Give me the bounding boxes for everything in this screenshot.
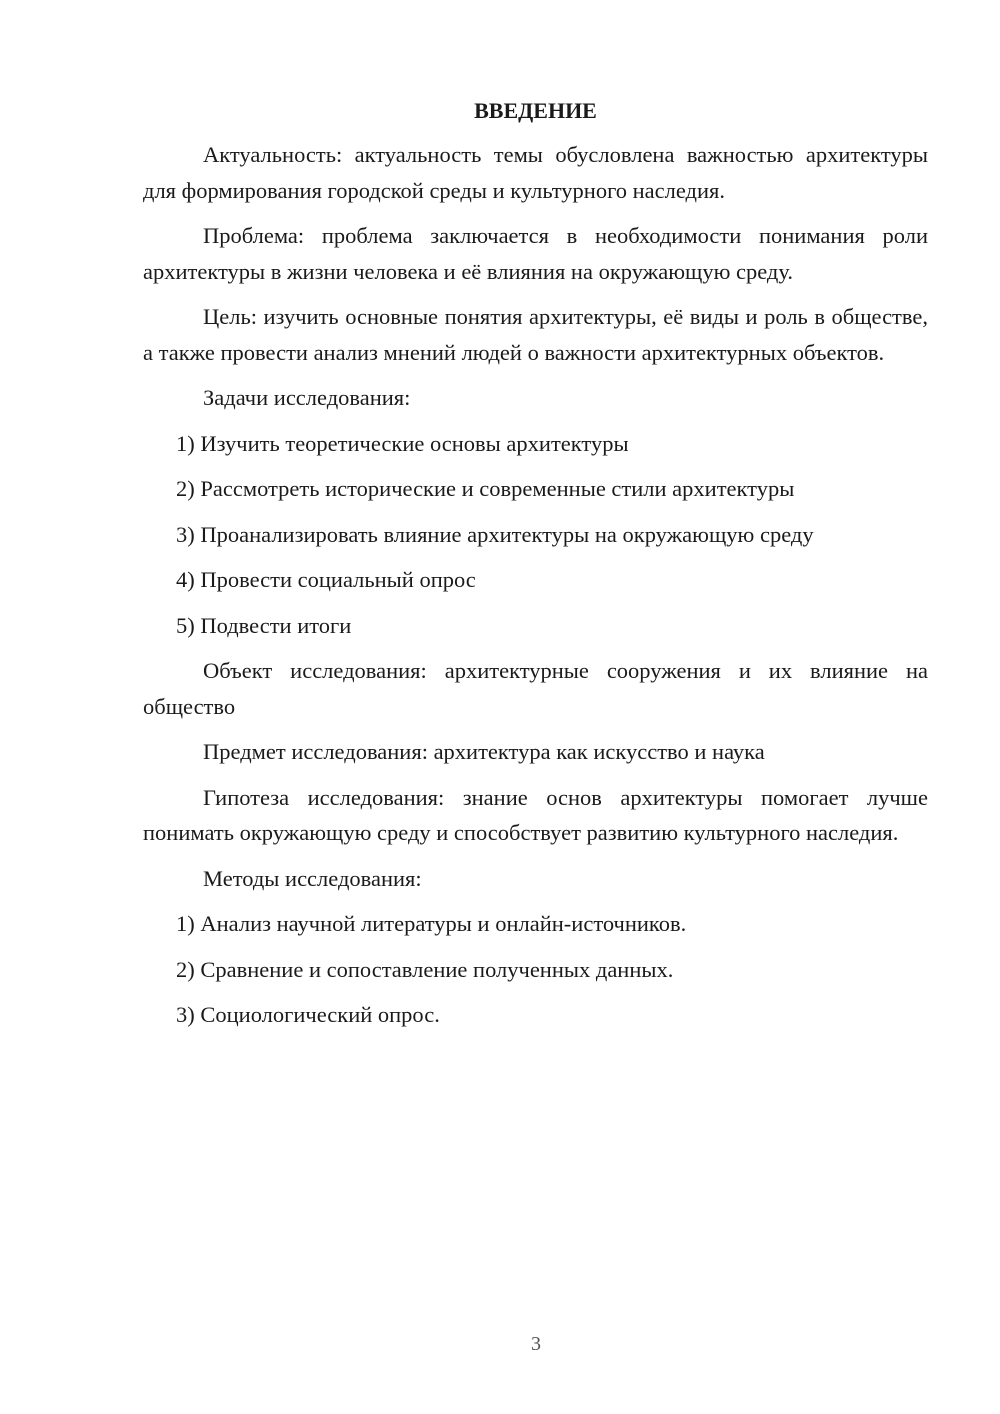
task-item: 5) Подвести итоги <box>176 612 352 638</box>
hypothesis-paragraph: Гипотеза исследования: знание основ архитектуры помогает лучше понимать окружающую среду и способствует развитию культурного наследия. <box>143 784 928 845</box>
page-number: 3 <box>531 1333 541 1355</box>
task-item: 4) Провести социальный опрос <box>176 567 476 592</box>
method-item: 2) Сравнение и сопоставление полученных данных. <box>176 956 674 982</box>
method-item: 3) Социологический опрос. <box>176 1002 440 1027</box>
tasks-title: Задачи исследования: <box>203 385 411 410</box>
subject-paragraph: Предмет исследования: архитектура как искусство и наука <box>203 739 765 764</box>
problem-paragraph: Проблема: проблема заключается в необходимости понимания роли архитектуры в жизни человека и её влияния на окружающую среду. <box>143 223 928 284</box>
goal-paragraph: Цель: изучить основные понятия архитектуры, её виды и роль в обществе, а также провести анализ мнений людей о важности архитектурных объектов. <box>143 304 928 365</box>
task-item: 2) Рассмотреть исторические и современные стили архитектуры <box>176 476 795 501</box>
relevance-paragraph: Актуальность: актуальность темы обусловлена важностью архитектуры для формирования городской среды и культурного наследия. <box>143 142 928 203</box>
section-heading: ВВЕДЕНИЕ <box>474 98 597 123</box>
task-item: 1) Изучить теоретические основы архитектуры <box>176 430 629 456</box>
methods-title: Методы исследования: <box>203 865 422 891</box>
page-content <box>143 95 928 1043</box>
method-item: 1) Анализ научной литературы и онлайн-источников. <box>176 911 687 936</box>
task-item: 3) Проанализировать влияние архитектуры на окружающую среду <box>176 521 814 547</box>
object-paragraph: Объект исследования: архитектурные сооружения и их влияние на общество <box>143 658 928 719</box>
